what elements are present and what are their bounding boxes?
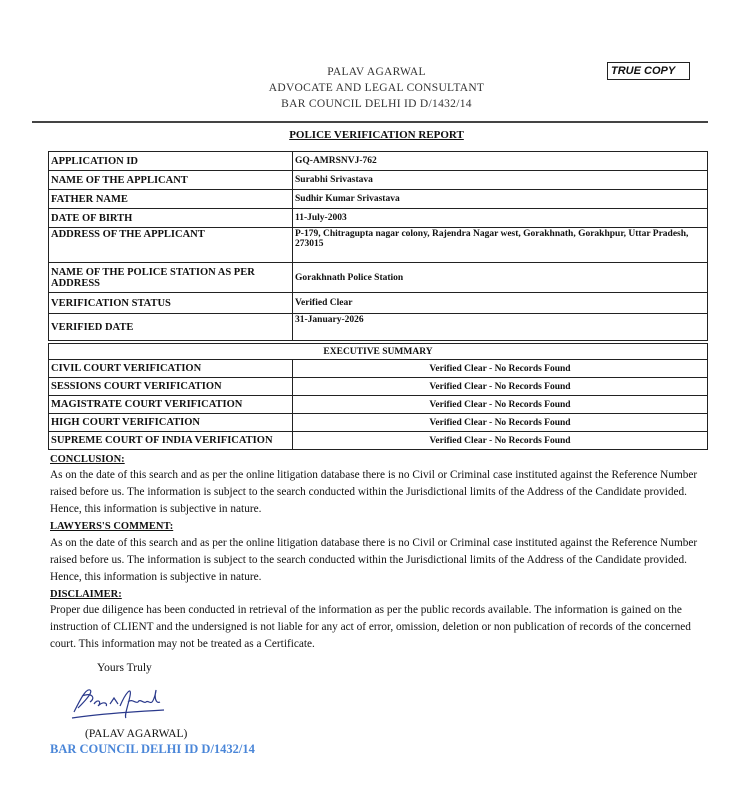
row-label: VERIFICATION STATUS	[49, 293, 293, 314]
header-bar-id: BAR COUNCIL DELHI ID D/1432/14	[281, 98, 472, 110]
table-row	[49, 209, 708, 228]
row-value: Gorakhnath Police Station	[293, 263, 708, 293]
row-label: NAME OF THE APPLICANT	[49, 171, 293, 190]
signatory-name: (PALAV AGARWAL)	[85, 728, 188, 740]
row-value: Verified Clear - No Records Found	[293, 432, 708, 450]
true-copy-stamp: TRUE COPY	[607, 62, 690, 80]
row-label: HIGH COURT VERIFICATION	[49, 414, 293, 432]
row-label: VERIFIED DATE	[49, 314, 293, 341]
table-row	[49, 171, 708, 190]
table-row	[49, 293, 708, 314]
advocate-role: ADVOCATE AND LEGAL CONSULTANT	[268, 82, 485, 94]
table-row	[49, 314, 708, 341]
disclaimer-text: Proper due diligence has been conducted in retrieval of the information as per the public records available. The information is gained on the instruction of CLIENT and the undersigned is not liable for any act of error, omission, deletion or non publication of records of the concerned court. This information may not be treated as a Certificate.	[50, 604, 691, 650]
table-row	[49, 414, 708, 432]
table-row	[49, 360, 708, 378]
row-value: 31-January-2026	[293, 314, 708, 341]
row-value: Verified Clear - No Records Found	[293, 378, 708, 396]
report-title: POLICE VERIFICATION REPORT	[289, 129, 464, 141]
row-label: SESSIONS COURT VERIFICATION	[49, 378, 293, 396]
closing-text: Yours Truly	[97, 662, 152, 674]
disclaimer-heading: DISCLAIMER:	[50, 589, 122, 600]
executive-summary-table	[48, 343, 708, 450]
conclusion-heading: CONCLUSION:	[50, 454, 125, 465]
row-label: DATE OF BIRTH	[49, 209, 293, 228]
table-row	[49, 228, 708, 263]
row-value: Surabhi Srivastava	[293, 171, 708, 190]
row-label: MAGISTRATE COURT VERIFICATION	[49, 396, 293, 414]
lawyers-comment-text: As on the date of this search and as per the online litigation database there is no Civil or Criminal case instituted against the Reference Number raised before us. The information is subject to the search conducted within the Jurisdictional limits of the Address of the Candidate provided. Hence, this information is subjective in nature.	[50, 537, 698, 583]
details-table	[48, 151, 708, 341]
lawyers-comment-heading: LAWYERS'S COMMENT:	[50, 521, 174, 532]
row-label: SUPREME COURT OF INDIA VERIFICATION	[49, 432, 293, 450]
table-row	[49, 432, 708, 450]
header-divider	[32, 121, 708, 123]
table-row	[49, 152, 708, 171]
row-label: NAME OF THE POLICE STATION AS PER ADDRESS	[49, 263, 293, 293]
row-value: P-179, Chitragupta nagar colony, Rajendra Nagar west, Gorakhnath, Gorakhpur, Uttar Pradesh, 273015	[293, 228, 708, 263]
row-label: CIVIL COURT VERIFICATION	[49, 360, 293, 378]
row-value: 11-July-2003	[293, 209, 708, 228]
advocate-name: PALAV AGARWAL	[327, 66, 426, 78]
row-value: Verified Clear - No Records Found	[293, 414, 708, 432]
signatory-bar-id: BAR COUNCIL DELHI ID D/1432/14	[50, 742, 255, 756]
row-value: GQ-AMRSNVJ-762	[293, 152, 708, 171]
row-value: Sudhir Kumar Srivastava	[293, 190, 708, 209]
row-value: Verified Clear	[293, 293, 708, 314]
table-row	[49, 378, 708, 396]
table-row	[49, 396, 708, 414]
summary-heading: EXECUTIVE SUMMARY	[49, 344, 708, 360]
table-row	[49, 263, 708, 293]
row-value: Verified Clear - No Records Found	[293, 360, 708, 378]
table-row	[49, 190, 708, 209]
row-label: APPLICATION ID	[49, 152, 293, 171]
row-label: ADDRESS OF THE APPLICANT	[49, 228, 293, 263]
row-label: FATHER NAME	[49, 190, 293, 209]
signature-image	[68, 682, 168, 722]
row-value: Verified Clear - No Records Found	[293, 396, 708, 414]
conclusion-text: As on the date of this search and as per the online litigation database there is no Civil or Criminal case instituted against the Reference Number raised before us. The information is subject to the search conducted within the Jurisdictional limits of the Address of the Candidate provided. Hence, this information is subjective in nature.	[50, 469, 698, 515]
